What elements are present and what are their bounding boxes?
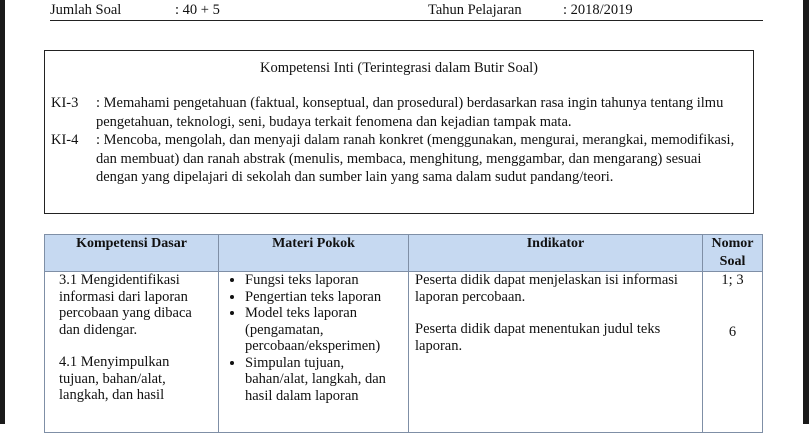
tahun-pelajaran-label: Tahun Pelajaran — [428, 2, 522, 18]
nomor-soal-cell — [703, 272, 763, 433]
indikator-item: Peserta didik dapat menentukan judul teks laporan. — [415, 321, 661, 354]
ki-code: KI-3 — [51, 95, 79, 111]
jumlah-soal-label: Jumlah Soal — [50, 2, 122, 18]
kompetensi-inti-title: Kompetensi Inti (Terintegrasi dalam Butir Soal) — [259, 60, 539, 76]
window-edge-left — [0, 0, 5, 424]
indikator-cell — [409, 272, 703, 433]
ki-item — [51, 94, 736, 131]
ki-code: KI-4 — [51, 132, 79, 148]
ki-text: : Memahami pengetahuan (faktual, konseptual, dan prosedural) berdasarkan rasa ingin tahunya tentang ilmu pengetahuan, teknologi, seni, budaya terkait fenomena dan kejadian tampak mata. — [96, 95, 724, 130]
ki-item — [51, 131, 746, 187]
header-kompetensi-dasar: Kompetensi Dasar — [45, 235, 219, 272]
header-divider — [50, 20, 763, 21]
kompetensi-inti-box — [44, 50, 754, 214]
materi-item: • Simpulan tujuan, bahan/alat, langkah, dan hasil dalam laporan — [245, 355, 402, 405]
ki-text: : Mencoba, mengolah, dan menyaji dalam ranah konkret (menggunakan, mengurai, merangkai, memodifikasi, dan membuat) dan ranah abstrak (menulis, membaca, menghitung, menggambar, dan mengarang) sesuai dengan yang dipelajari di sekolah dan sumber lain yang sama dalam sudut pandang/teori. — [96, 132, 735, 185]
header-materi-pokok: Materi Pokok — [219, 235, 409, 272]
kompetensi-dasar-cell — [45, 272, 219, 433]
nomor-item: 1; 3 — [721, 272, 744, 288]
window-edge-right — [803, 0, 809, 424]
tahun-pelajaran-value: : 2018/2019 — [563, 2, 633, 18]
table-header-row — [45, 235, 763, 272]
materi-pokok-cell — [219, 272, 409, 433]
header-indikator: Indikator — [409, 235, 703, 272]
materi-item: • Model teks laporan (pengamatan, percobaan/eksperimen) — [245, 305, 402, 355]
indikator-item: Peserta didik dapat menjelaskan isi informasi laporan percobaan. — [415, 272, 678, 305]
materi-item: • Fungsi teks laporan — [245, 272, 402, 289]
table-row — [45, 272, 763, 433]
materi-item: • Pengertian teks laporan — [245, 289, 402, 306]
nomor-item: 6 — [728, 323, 737, 340]
kisi-kisi-table — [44, 234, 763, 433]
kd-item: 4.1 Menyimpulkan tujuan, bahan/alat, langkah, dan hasil — [59, 354, 170, 403]
header-nomor-soal: Nomor Soal — [703, 235, 763, 272]
kd-item: 3.1 Mengidentifikasi informasi dari laporan percobaan yang dibaca dan didengar. — [59, 272, 192, 338]
jumlah-soal-value: : 40 + 5 — [175, 2, 220, 18]
